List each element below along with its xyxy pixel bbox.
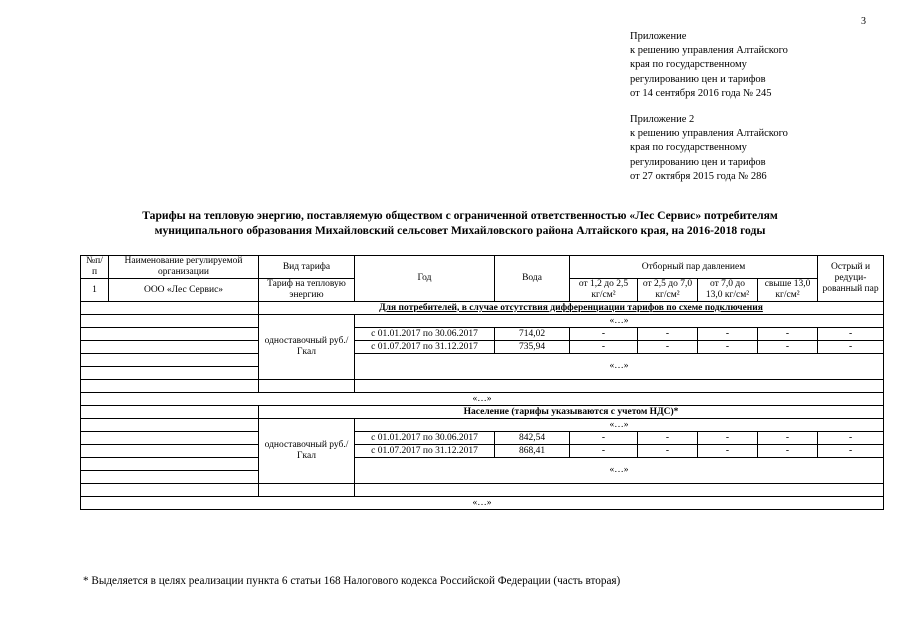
dash-cell: - — [758, 341, 818, 354]
empty-cell — [81, 419, 259, 432]
empty-cell — [81, 445, 259, 458]
table-row — [81, 458, 884, 471]
table-row — [81, 380, 884, 393]
dash-cell: - — [698, 432, 758, 445]
tariff-value: 868,41 — [495, 445, 570, 458]
table-row — [81, 419, 884, 432]
header-num: №п/п — [81, 256, 109, 279]
empty-cell — [81, 367, 259, 380]
empty-cell — [81, 315, 259, 328]
appendix-line: Приложение 2 — [630, 114, 695, 125]
title-line-2: муниципального образования Михайловский сельсовет Михайловского района Алтайского края, на 2016-2018 годы — [154, 224, 766, 237]
table-row — [81, 354, 884, 367]
dash-cell: - — [818, 341, 884, 354]
appendix-1-block — [630, 30, 788, 101]
appendix-line: к решению управления Алтайского — [630, 128, 788, 140]
dash-cell: - — [818, 445, 884, 458]
appendix-line: регулированию цен и тарифов — [630, 73, 766, 85]
header-sharp-steam: Острый и редуци-рованный пар — [818, 256, 884, 302]
header-org: Наименование регулируемой организации — [109, 256, 259, 279]
org-tariff: Тариф на тепловую энергию — [259, 279, 355, 302]
empty-cell — [81, 328, 259, 341]
steam-col-3: от 7,0 до 13,0 кг/см² — [698, 279, 758, 302]
period-cell: с 01.07.2017 по 31.12.2017 — [355, 445, 495, 458]
dash-cell: - — [698, 445, 758, 458]
page-number: 3 — [861, 16, 866, 27]
tariff-value: 842,54 — [495, 432, 570, 445]
empty-cell — [81, 484, 259, 497]
tariff-table — [80, 255, 884, 510]
appendix-line: к решению управления Алтайского — [630, 45, 788, 57]
empty-cell — [355, 380, 884, 393]
dash-cell: - — [570, 445, 638, 458]
title-line-1: Тарифы на тепловую энергию, поставляемую обществом с ограниченной ответственностью «Лес Сервис» потребителям — [142, 209, 778, 222]
ellipsis-full-row — [81, 497, 884, 510]
header-steam: Отборный пар давлением — [570, 256, 818, 279]
dash-cell: - — [758, 445, 818, 458]
header-water: Вода — [495, 256, 570, 302]
period-cell: с 01.01.2017 по 30.06.2017 — [355, 328, 495, 341]
dash-cell: - — [638, 445, 698, 458]
section-1-title: Для потребителей, в случае отсутствия дифференциации тарифов по схеме подключения — [259, 302, 884, 315]
empty-cell — [81, 406, 259, 419]
section-2-title: Население (тарифы указываются с учетом НДС)* — [259, 406, 884, 419]
org-name: ООО «Лес Сервис» — [109, 279, 259, 302]
dash-cell: - — [818, 328, 884, 341]
empty-cell — [81, 432, 259, 445]
header-row — [81, 256, 884, 279]
appendix-2-block — [630, 113, 788, 184]
dash-cell: - — [570, 432, 638, 445]
ellipsis-full-row — [81, 393, 884, 406]
appendix-line: от 27 октября 2015 года № 286 — [630, 170, 767, 182]
section-2-tariff-type: одноставочный руб./Гкал — [259, 419, 355, 484]
table-row — [81, 432, 884, 445]
steam-col-4: свыше 13,0 кг/см² — [758, 279, 818, 302]
appendix-line: регулированию цен и тарифов — [630, 156, 766, 168]
empty-cell — [259, 484, 355, 497]
ellipsis: «…» — [81, 393, 884, 406]
period-cell: с 01.01.2017 по 30.06.2017 — [355, 432, 495, 445]
org-num: 1 — [81, 279, 109, 302]
header-year: Год — [355, 256, 495, 302]
dash-cell: - — [638, 328, 698, 341]
ellipsis: «…» — [355, 315, 884, 328]
table-row — [81, 315, 884, 328]
section-2-title-row — [81, 406, 884, 419]
appendix-line: Приложение — [630, 31, 687, 42]
ellipsis: «…» — [355, 419, 884, 432]
section-1-tariff-type: одноставочный руб./Гкал — [259, 315, 355, 380]
empty-cell — [81, 354, 259, 367]
empty-cell — [259, 380, 355, 393]
table-row — [81, 445, 884, 458]
table-row — [81, 341, 884, 354]
section-1-title-row — [81, 302, 884, 315]
dash-cell: - — [570, 328, 638, 341]
appendix-line: от 14 сентября 2016 года № 245 — [630, 87, 772, 99]
table-row — [81, 328, 884, 341]
dash-cell: - — [638, 432, 698, 445]
ellipsis: «…» — [81, 497, 884, 510]
dash-cell: - — [638, 341, 698, 354]
empty-cell — [81, 302, 259, 315]
dash-cell: - — [758, 432, 818, 445]
ellipsis: «…» — [355, 458, 884, 484]
appendix-line: края по государственному — [630, 59, 747, 71]
empty-cell — [81, 380, 259, 393]
empty-cell — [81, 458, 259, 471]
period-cell: с 01.07.2017 по 31.12.2017 — [355, 341, 495, 354]
empty-cell — [355, 484, 884, 497]
footnote: * Выделяется в целях реализации пункта 6 статьи 168 Налогового кодекса Российской Федерации (часть вторая) — [83, 575, 621, 587]
dash-cell: - — [698, 328, 758, 341]
empty-cell — [81, 471, 259, 484]
ellipsis: «…» — [355, 354, 884, 380]
tariff-value: 735,94 — [495, 341, 570, 354]
dash-cell: - — [698, 341, 758, 354]
dash-cell: - — [570, 341, 638, 354]
steam-col-2: от 2,5 до 7,0 кг/см² — [638, 279, 698, 302]
empty-cell — [81, 341, 259, 354]
appendix-line: края по государственному — [630, 142, 747, 154]
table-row — [81, 484, 884, 497]
steam-col-1: от 1,2 до 2,5 кг/см² — [570, 279, 638, 302]
tariff-value: 714,02 — [495, 328, 570, 341]
header-tariff-type: Вид тарифа — [259, 256, 355, 279]
dash-cell: - — [818, 432, 884, 445]
dash-cell: - — [758, 328, 818, 341]
document-title — [80, 208, 840, 238]
